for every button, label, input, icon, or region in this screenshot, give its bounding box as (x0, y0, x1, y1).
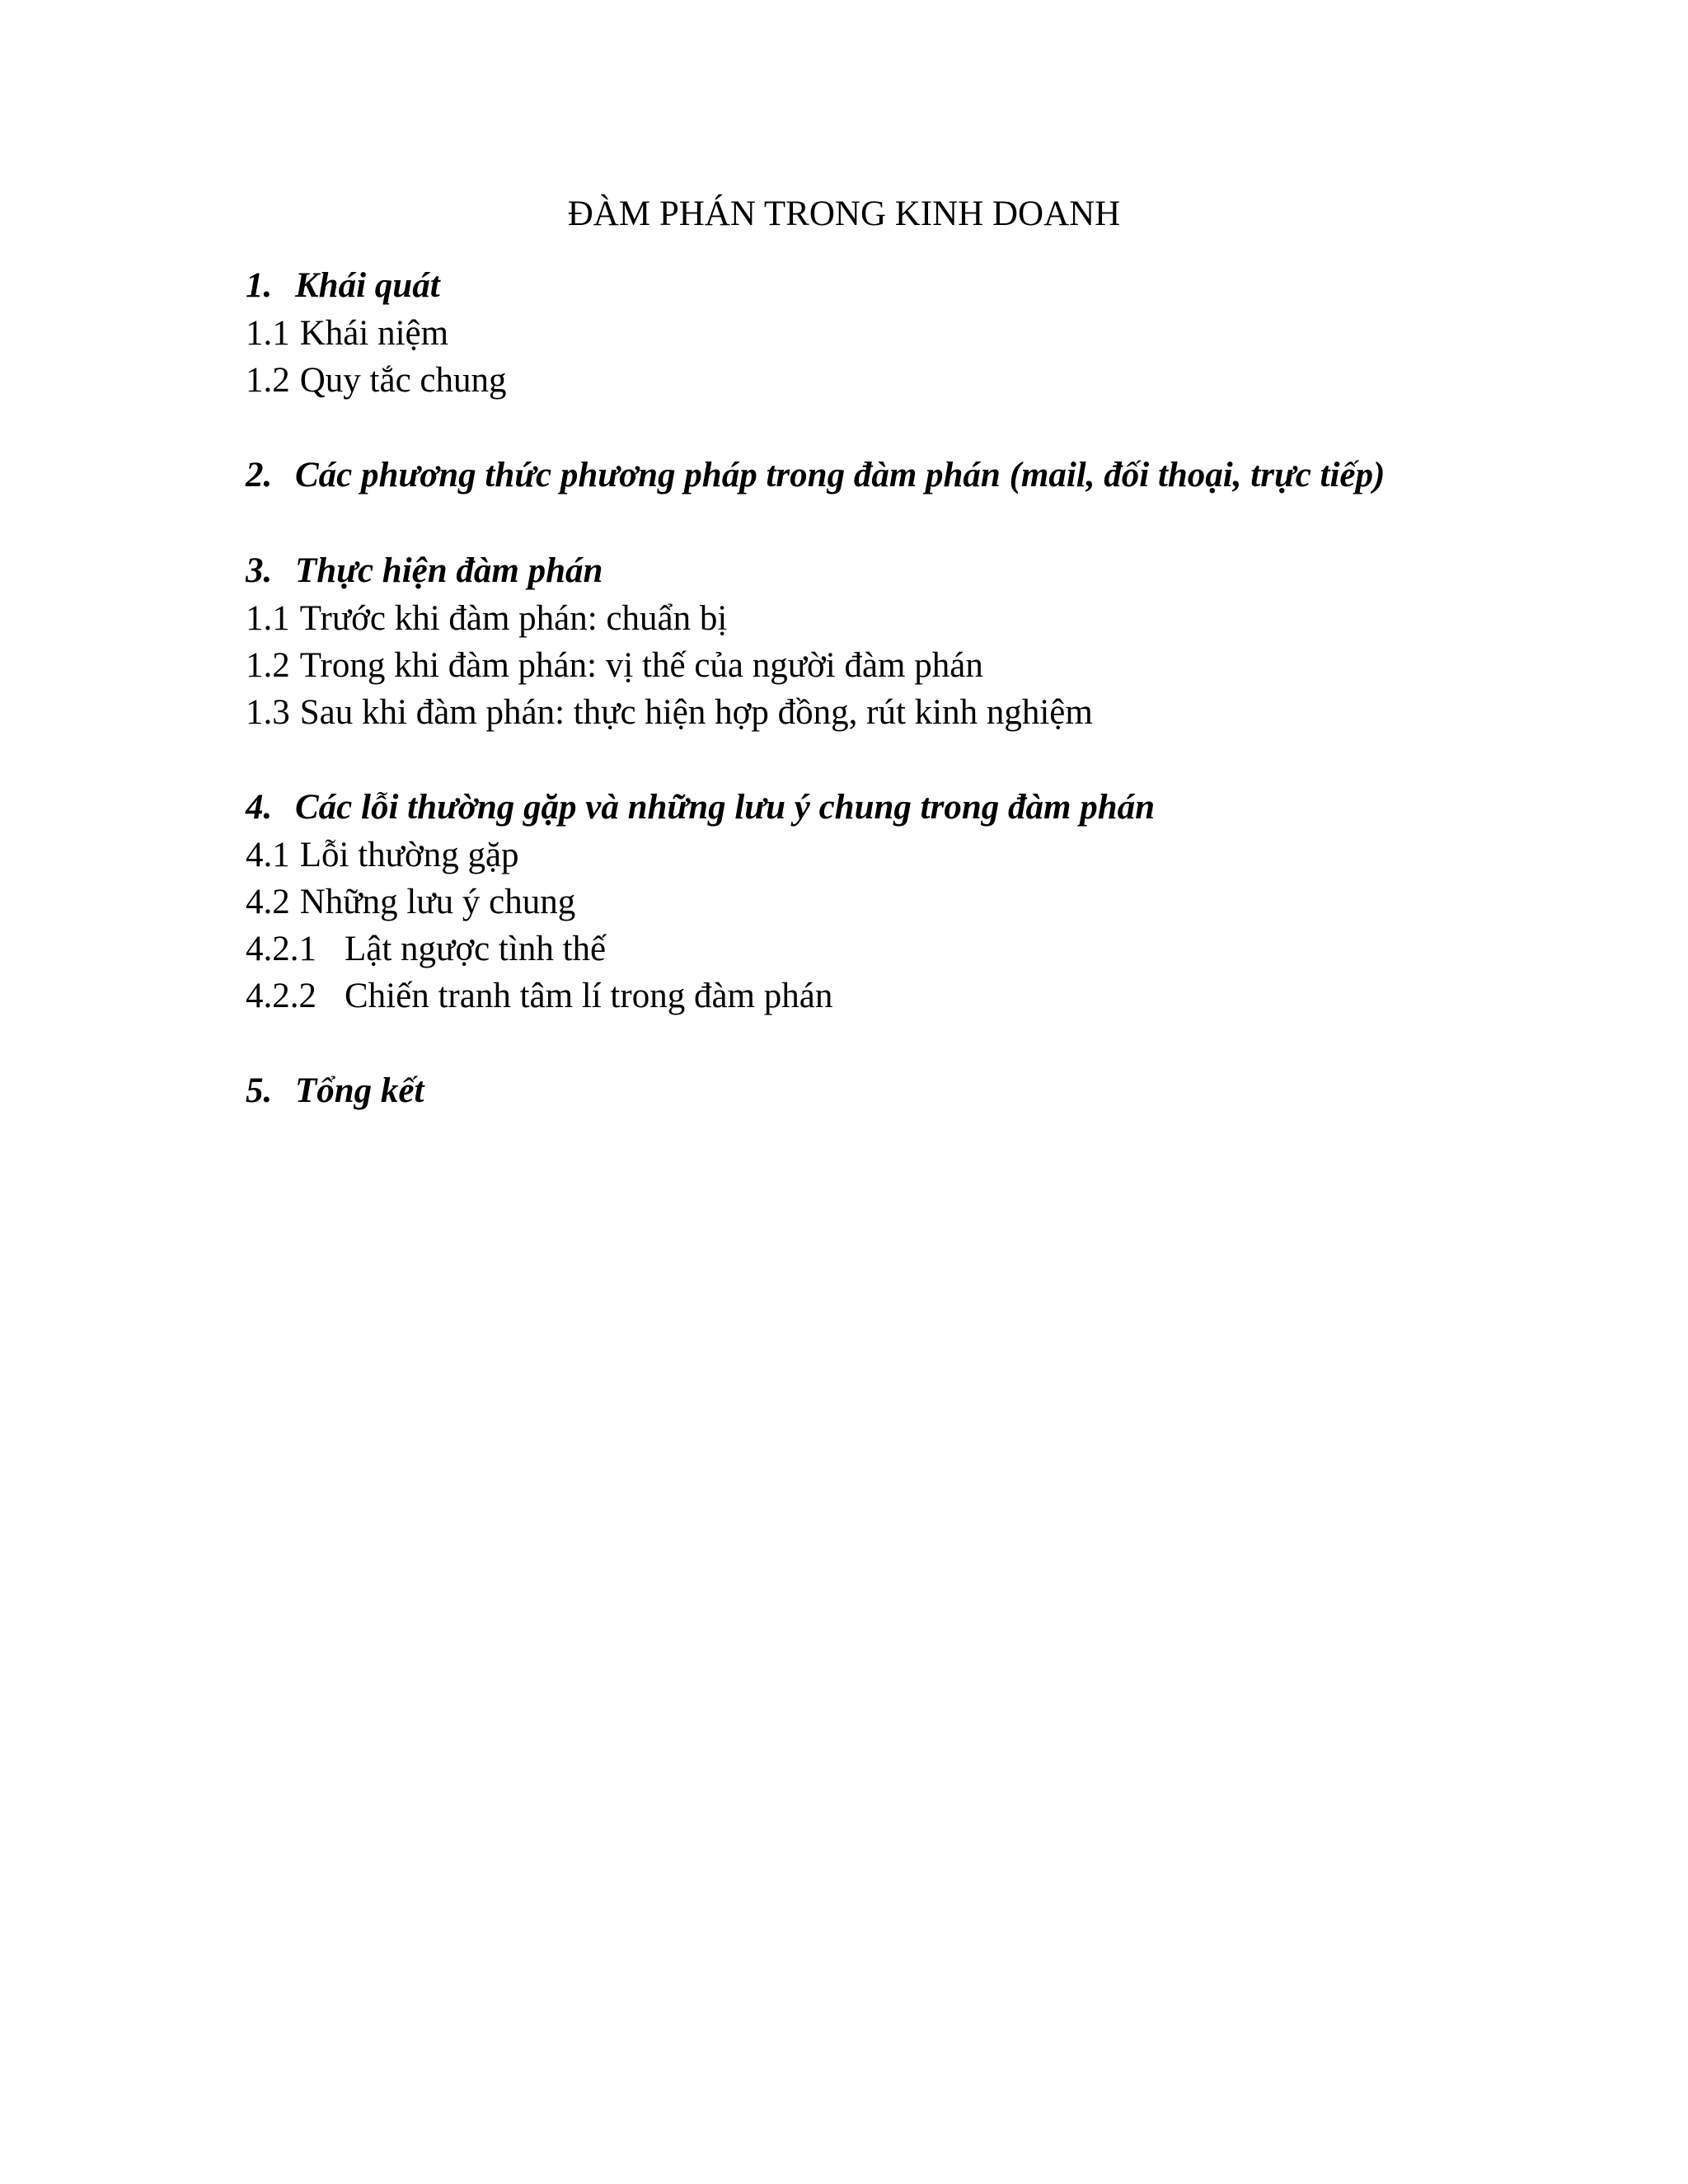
item-text: Trước khi đàm phán: chuẩn bị (299, 599, 728, 638)
section-5 (246, 1067, 1647, 1115)
document-outline (246, 262, 1647, 1115)
section-number: 4. (246, 788, 273, 827)
item-number: 1.3 (246, 693, 290, 732)
item-number: 4.1 (246, 836, 290, 874)
section-number: 2. (246, 456, 273, 494)
outline-item (246, 832, 1647, 879)
outline-item (246, 689, 1647, 736)
outline-item (246, 310, 1647, 357)
outline-item (246, 595, 1647, 642)
outline-item (246, 879, 1647, 926)
section-4 (246, 784, 1647, 1019)
item-number: 1.2 (246, 361, 290, 400)
item-number: 1.1 (246, 314, 290, 353)
item-text: Khái niệm (299, 314, 449, 353)
section-heading-text: Các lỗi thường gặp và những lưu ý chung trong đàm phán (295, 788, 1156, 827)
section-heading (246, 452, 1647, 499)
item-number: 4.2 (246, 883, 290, 921)
item-text: Lỗi thường gặp (299, 836, 519, 874)
section-2 (246, 452, 1647, 499)
section-3 (246, 547, 1647, 736)
item-text: Trong khi đàm phán: vị thế của người đàm phán (299, 646, 983, 685)
item-number: 4.2.2 (246, 977, 316, 1015)
section-number: 1. (246, 266, 273, 305)
item-text: Quy tắc chung (299, 361, 507, 400)
section-heading-text: Tổng kết (295, 1071, 424, 1110)
item-text: Chiến tranh tâm lí trong đàm phán (345, 977, 833, 1015)
section-heading-text: Các phương thức phương pháp trong đàm phán (mail, đối thoại, trực tiếp) (295, 456, 1386, 494)
section-number: 5. (246, 1071, 273, 1110)
item-text: Sau khi đàm phán: thực hiện hợp đồng, rút kinh nghiệm (299, 693, 1093, 732)
item-number: 4.2.1 (246, 930, 316, 968)
section-heading-text: Thực hiện đàm phán (295, 551, 603, 590)
item-number: 1.2 (246, 646, 290, 685)
item-text: Lật ngược tình thế (345, 930, 607, 968)
outline-subitem (246, 972, 1647, 1019)
section-heading (246, 784, 1647, 832)
item-text: Những lưu ý chung (299, 883, 576, 921)
section-heading (246, 262, 1647, 310)
section-1 (246, 262, 1647, 404)
item-number: 1.1 (246, 599, 290, 638)
section-number: 3. (246, 551, 273, 590)
outline-subitem (246, 926, 1647, 972)
document-title: ĐÀM PHÁN TRONG KINH DOANH (567, 194, 1121, 233)
outline-item (246, 642, 1647, 689)
section-heading (246, 547, 1647, 595)
outline-item (246, 357, 1647, 404)
section-heading-text: Khái quát (295, 266, 440, 305)
section-heading (246, 1067, 1647, 1115)
